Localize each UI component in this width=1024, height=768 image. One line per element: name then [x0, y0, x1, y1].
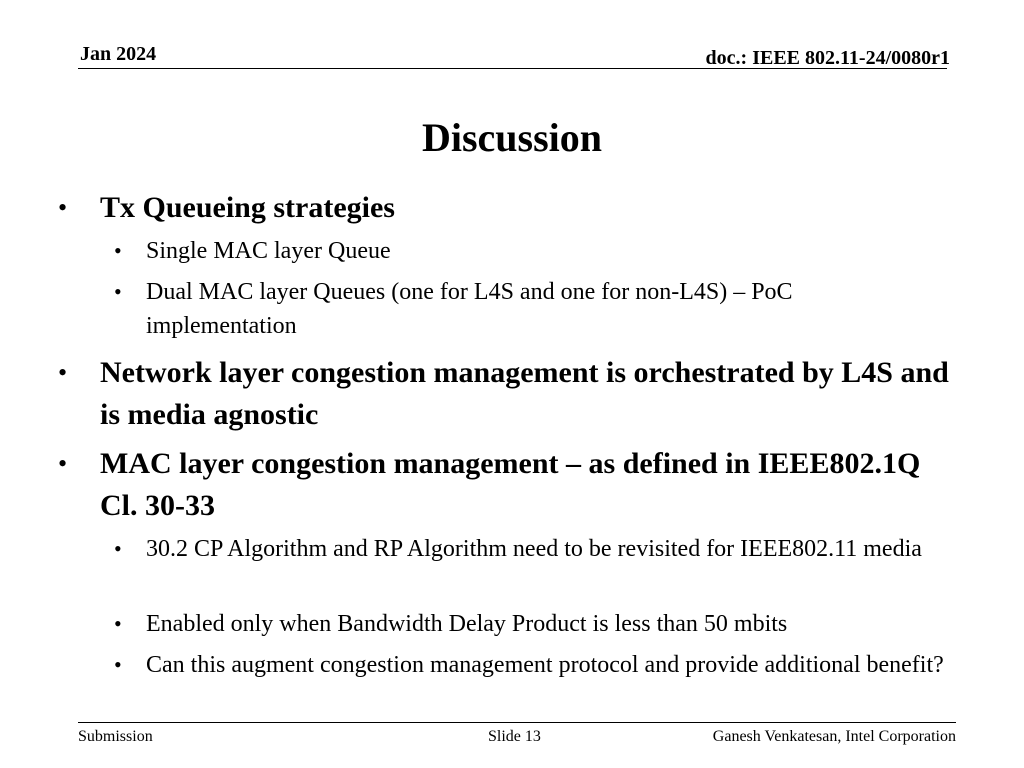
sub-bullet-item [114, 532, 946, 566]
sub-bullet-text: Single MAC layer Queue [146, 238, 391, 264]
footer-author: Ganesh Venkatesan, Intel Corporation [712, 728, 956, 745]
bullet-glyph: • [114, 611, 122, 636]
bullet-glyph: • [114, 652, 122, 677]
bullet-item [58, 443, 960, 527]
bullet-glyph: • [114, 279, 122, 304]
bullet-glyph: • [58, 358, 68, 387]
bullet-glyph: • [114, 536, 122, 561]
bullet-text: Tx Queueing strategies [100, 191, 395, 224]
bullet-glyph: • [58, 449, 68, 478]
bullet-text: Network layer congestion management is orchestrated by L4S and is media agnostic [100, 356, 949, 431]
bullet-text: MAC layer congestion management – as defined in IEEE802.1Q Cl. 30-33 [100, 447, 921, 522]
bullet-item [58, 187, 960, 229]
footer-slide-number: Slide 13 [488, 728, 541, 745]
header-date: Jan 2024 [80, 43, 157, 65]
bullet-glyph: • [114, 238, 122, 263]
sub-bullet-item [114, 234, 946, 268]
sub-bullet-item [114, 275, 946, 343]
sub-bullet-text: 30.2 CP Algorithm and RP Algorithm need to be revisited for IEEE802.11 media [146, 536, 922, 562]
sub-bullet-item [114, 648, 946, 682]
footer-divider [78, 722, 956, 723]
footer-submission: Submission [78, 728, 153, 745]
bullet-glyph: • [58, 193, 68, 222]
sub-bullet-item [114, 607, 946, 641]
header-doc-number: doc.: IEEE 802.11-24/0080r1 [705, 47, 950, 69]
sub-bullet-text: Enabled only when Bandwidth Delay Product is less than 50 mbits [146, 611, 788, 637]
sub-bullet-text: Dual MAC layer Queues (one for L4S and one for non-L4S) – PoC implementation [146, 279, 793, 339]
bullet-item [58, 352, 960, 436]
slide-title: Discussion [421, 115, 603, 160]
sub-bullet-text: Can this augment congestion management protocol and provide additional benefit? [146, 652, 944, 678]
